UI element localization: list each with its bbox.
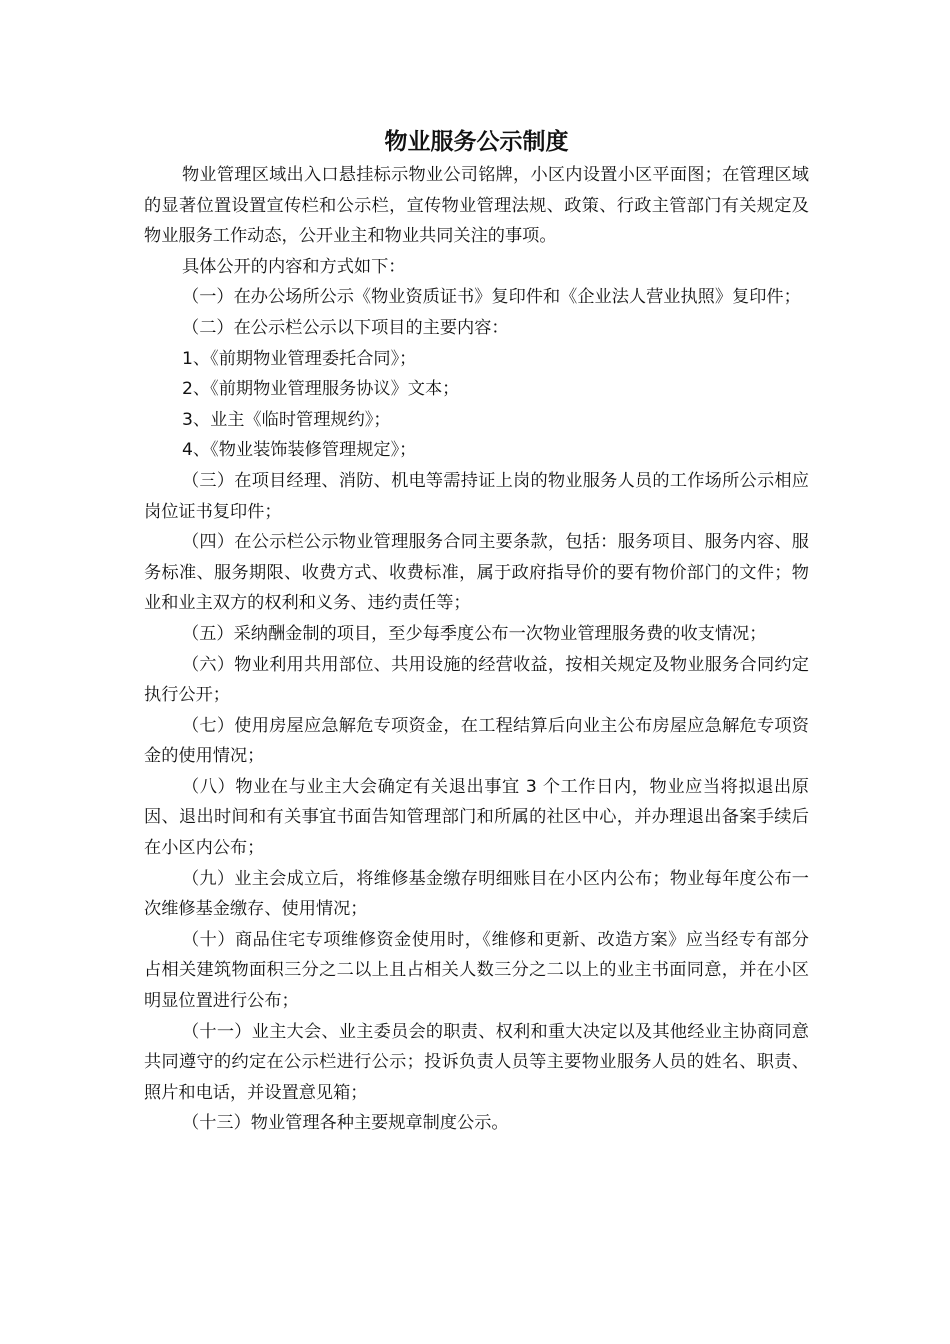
paragraph-item-11: （十一）业主大会、业主委员会的职责、权利和重大决定以及其他经业主协商同意共同遵守的约定在公示栏进行公示；投诉负责人员等主要物业服务人员的姓名、职责、照片和电话，并设置意见箱； <box>144 1021 809 1103</box>
paragraph-item-5: （五）采纳酬金制的项目，至少每季度公布一次物业管理服务费的收支情况； <box>182 623 767 644</box>
paragraph-intro: 物业管理区域出入口悬挂标示物业公司铭牌，小区内设置小区平面图；在管理区域的显著位置设置宣传栏和公示栏，宣传物业管理法规、政策、行政主管部门有关规定及物业服务工作动态，公开业主和物业共同关注的事项。 <box>144 165 809 247</box>
paragraph-subitem-3: 3、业主《临时管理规约》； <box>182 409 391 430</box>
paragraph-subitem-2: 2、《前期物业管理服务协议》文本； <box>182 379 460 400</box>
paragraph-item-1: （一）在办公场所公示《物业资质证书》复印件和《企业法人营业执照》复印件； <box>182 287 801 308</box>
paragraph-subitem-4: 4、《物业装饰装修管理规定》； <box>182 440 417 461</box>
paragraph-content-lead: 具体公开的内容和方式如下： <box>182 256 406 277</box>
paragraph-item-13: （十三）物业管理各种主要规章制度公示。 <box>182 1113 509 1134</box>
paragraph-item-8: （八）物业在与业主大会确定有关退出事宜 3 个工作日内，物业应当将拟退出原因、退出时间和有关事宜书面告知管理部门和所属的社区中心，并办理退出备案手续后在小区内公布； <box>144 776 809 859</box>
document-body <box>144 124 809 1139</box>
paragraph-item-6: （六）物业利用共用部位、共用设施的经营收益，按相关规定及物业服务合同约定执行公开； <box>144 654 809 706</box>
paragraph-item-10: （十）商品住宅专项维修资金使用时，《维修和更新、改造方案》应当经专有部分占相关建筑物面积三分之二以上且占相关人数三分之二以上的业主书面同意，并在小区明显位置进行公布； <box>144 929 809 1012</box>
paragraph-item-7: （七）使用房屋应急解危专项资金，在工程结算后向业主公布房屋应急解危专项资金的使用情况； <box>144 715 809 767</box>
paragraph-subitem-1: 1、《前期物业管理委托合同》； <box>182 348 417 369</box>
paragraph-item-3: （三）在项目经理、消防、机电等需持证上岗的物业服务人员的工作场所公示相应岗位证书复印件； <box>144 470 809 522</box>
paragraph-item-2: （二）在公示栏公示以下项目的主要内容： <box>182 317 509 338</box>
document-title: 物业服务公示制度 <box>384 129 569 155</box>
paragraph-item-4: （四）在公示栏公示物业管理服务合同主要条款，包括：服务项目、服务内容、服务标准、服务期限、收费方式、收费标准，属于政府指导价的要有物价部门的文件；物业和业主双方的权利和义务、违约责任等； <box>144 532 809 614</box>
paragraph-item-9: （九）业主会成立后，将维修基金缴存明细账目在小区内公布；物业每年度公布一次维修基金缴存、使用情况； <box>144 868 809 920</box>
